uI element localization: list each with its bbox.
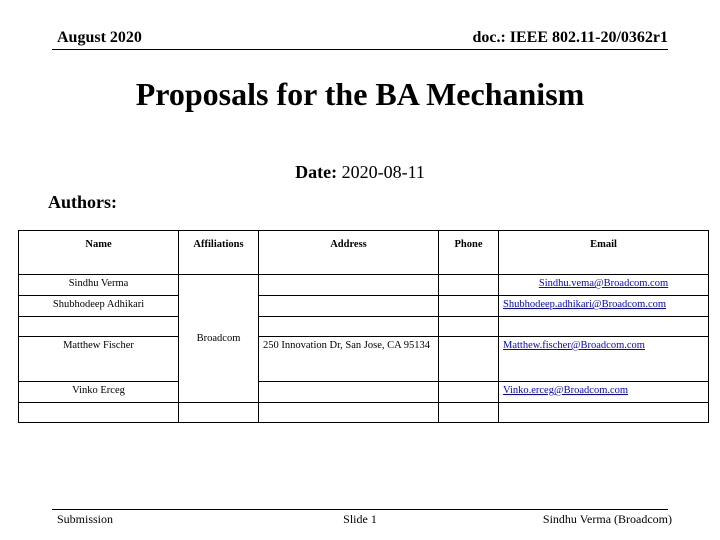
footer-divider <box>52 509 668 510</box>
author-address <box>259 275 439 296</box>
header-phone: Phone <box>439 231 499 275</box>
header-name: Name <box>19 231 179 275</box>
author-name: Matthew Fischer <box>19 337 179 382</box>
header-affiliations: Affiliations <box>179 231 259 275</box>
author-phone <box>439 337 499 382</box>
date-line <box>0 162 720 183</box>
author-phone <box>439 317 499 337</box>
header-divider <box>52 49 668 50</box>
author-name: Shubhodeep Adhikari <box>19 296 179 317</box>
author-name <box>19 403 179 423</box>
author-phone <box>439 382 499 403</box>
author-address <box>259 317 439 337</box>
table-row <box>19 275 709 296</box>
authors-heading: Authors: <box>48 192 118 212</box>
author-name <box>19 317 179 337</box>
table-row <box>19 403 709 423</box>
author-name: Sindhu Verma <box>19 275 179 296</box>
header-doc-id: doc.: IEEE 802.11-20/0362r1 <box>472 29 668 46</box>
author-email-cell <box>499 382 709 403</box>
author-phone <box>439 296 499 317</box>
table-row <box>19 382 709 403</box>
header-address: Address <box>259 231 439 275</box>
author-email-cell <box>499 403 709 423</box>
author-address <box>259 382 439 403</box>
author-address <box>259 296 439 317</box>
author-phone <box>439 275 499 296</box>
header-date: August 2020 <box>57 29 142 46</box>
footer-submission: Submission <box>57 512 114 526</box>
author-email-link[interactable]: Vinko.erceg@Broadcom.com <box>503 385 629 396</box>
footer-author: Sindhu Verma (Broadcom) <box>542 512 672 526</box>
date-label: Date: <box>295 162 338 182</box>
author-affiliation <box>179 403 259 423</box>
author-name: Vinko Erceg <box>19 382 179 403</box>
author-affiliation: Broadcom <box>179 275 259 403</box>
table-row <box>19 337 709 382</box>
author-email-cell <box>499 275 709 296</box>
author-address <box>259 403 439 423</box>
author-email-link[interactable]: Sindhu.vema@Broadcom.com <box>538 278 669 289</box>
slide-title: Proposals for the BA Mechanism <box>135 76 585 112</box>
table-row <box>19 296 709 317</box>
author-phone <box>439 403 499 423</box>
author-email-link[interactable]: Matthew.fischer@Broadcom.com <box>503 340 645 351</box>
footer-slide-number: Slide 1 <box>343 512 377 526</box>
author-address: 250 Innovation Dr, San Jose, CA 95134 <box>259 337 439 382</box>
table-header-row <box>19 231 709 275</box>
date-value: 2020-08-11 <box>337 162 425 182</box>
author-email-cell <box>499 337 709 382</box>
author-email-cell <box>499 296 709 317</box>
header-email: Email <box>499 231 709 275</box>
table-row <box>19 317 709 337</box>
authors-table <box>18 230 709 423</box>
author-email-cell <box>499 317 709 337</box>
author-email-link[interactable]: Shubhodeep.adhikari@Broadcom.com <box>503 299 667 310</box>
